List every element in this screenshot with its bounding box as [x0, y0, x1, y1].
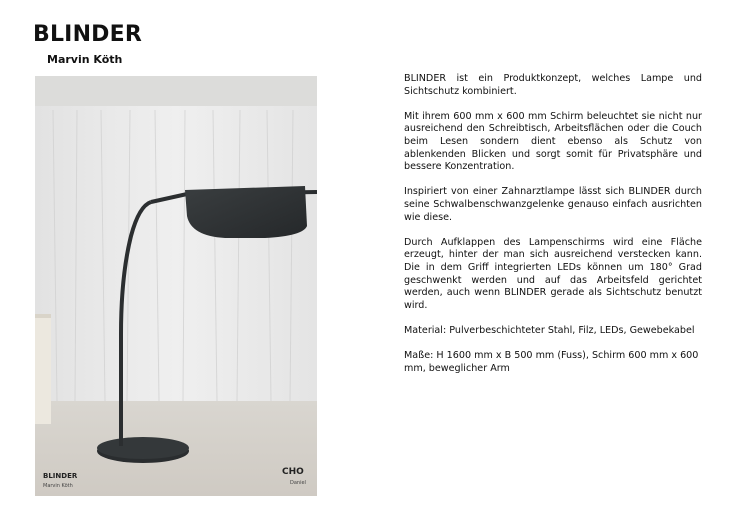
paragraph-material: Material: Pulverbeschichteter Stahl, Filz, LEDs, Gewebekabel: [404, 324, 695, 336]
product-photo: [35, 76, 317, 496]
photo-label-right-author: Daniel: [290, 480, 306, 486]
photo-label-right-title: CHO: [282, 467, 304, 477]
paragraph-dimensions: Maße: H 1600 mm x B 500 mm (Fuss), Schirm 600 mm x 600 mm, beweglicher Arm: [404, 350, 699, 374]
page-title: BLINDER: [33, 22, 143, 47]
author-name: Marvin Köth: [47, 53, 123, 66]
lamp-photo-illustration: [35, 76, 317, 496]
photo-label-left-title: BLINDER: [43, 472, 78, 480]
paragraph-function: Durch Aufklappen des Lampenschirms wird eine Fläche erzeugt, hinter der man sich ausreichend verstecken kann. Die in dem Griff integrierten LEDs können um 180° Grad geschwenkt werden und auf das Arbeitsfeld gerichtet werden, auch wenn BLINDER gerade als Sichtschutz benutzt wird.: [404, 236, 702, 311]
paragraph-intro: BLINDER ist ein Produktkonzept, welches Lampe und Sichtschutz kombiniert.: [404, 73, 702, 97]
photo-label-left-author: Marvin Köth: [43, 483, 73, 489]
paragraph-shade: Mit ihrem 600 mm x 600 mm Schirm beleuchtet sie nicht nur ausreichend den Schreibtisch, Arbeitsflächen oder die Couch beim Lesen sondern dient ebenso als Schutz von ablenkenden Blicken und sorgt somit für Privatsphäre und bessere Konzentration.: [404, 110, 702, 173]
paragraph-inspiration: Inspiriert von einer Zahnarztlampe lässt sich BLINDER durch seine Schwalbenschwanzgelenke genauso einfach ausrichten wie diese.: [404, 186, 702, 223]
description-column: [404, 73, 702, 388]
